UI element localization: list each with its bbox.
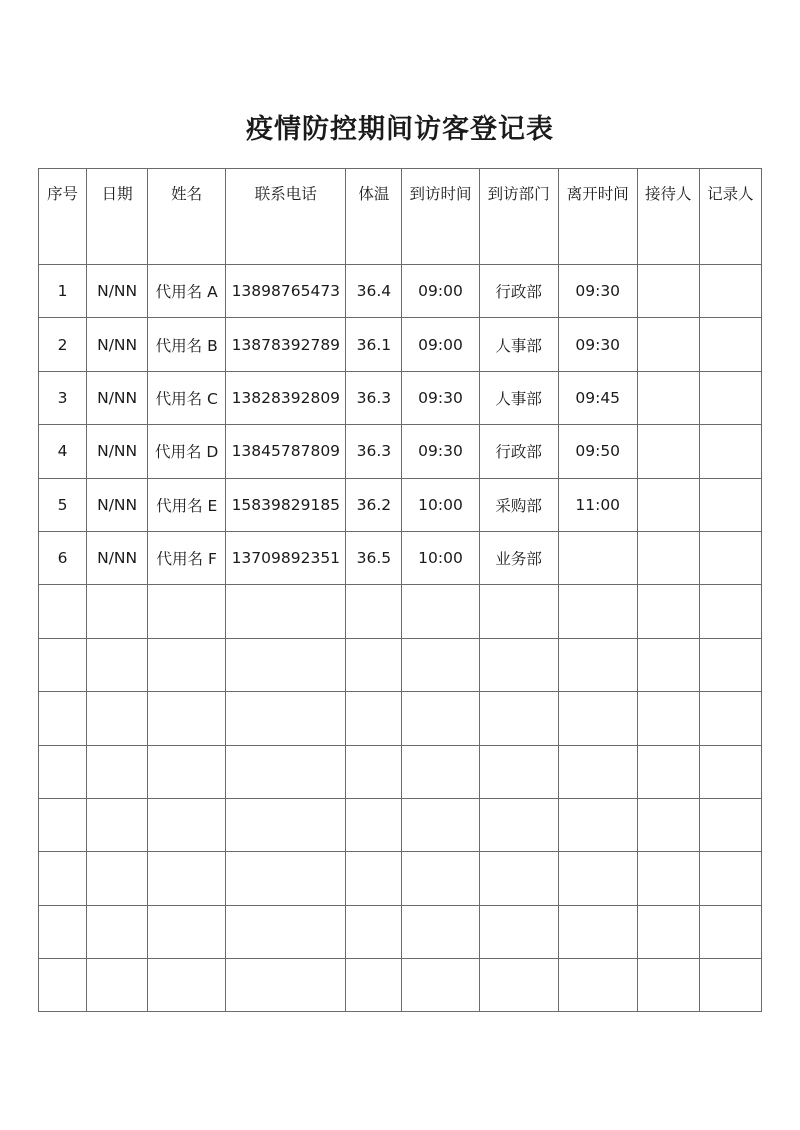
cell-date[interactable]: N/NN xyxy=(87,478,148,531)
cell-date[interactable] xyxy=(87,692,148,745)
cell-departure-time[interactable] xyxy=(558,959,637,1012)
cell-arrival-time[interactable] xyxy=(402,798,479,851)
cell-departure-time[interactable]: 09:45 xyxy=(558,371,637,424)
cell-date[interactable] xyxy=(87,638,148,691)
cell-departure-time[interactable] xyxy=(558,905,637,958)
cell-serial[interactable] xyxy=(39,959,87,1012)
cell-department[interactable] xyxy=(479,745,558,798)
cell-recorder[interactable] xyxy=(699,798,761,851)
header-cell-phone: 联系电话 xyxy=(226,169,346,265)
cell-department[interactable] xyxy=(479,585,558,638)
table-row xyxy=(39,798,762,851)
header-cell-arrival-time: 到访时间 xyxy=(402,169,479,265)
cell-name[interactable]: 代用名 F xyxy=(148,531,226,584)
cell-temperature[interactable] xyxy=(346,798,402,851)
cell-recorder[interactable] xyxy=(699,478,761,531)
cell-date[interactable] xyxy=(87,745,148,798)
cell-temperature[interactable]: 36.2 xyxy=(346,478,402,531)
cell-arrival-time[interactable]: 09:00 xyxy=(402,265,479,318)
cell-department[interactable] xyxy=(479,905,558,958)
cell-recorder[interactable] xyxy=(699,745,761,798)
header-row xyxy=(39,169,762,265)
cell-department[interactable]: 业务部 xyxy=(479,531,558,584)
cell-name[interactable] xyxy=(148,585,226,638)
cell-temperature[interactable] xyxy=(346,959,402,1012)
cell-temperature[interactable]: 36.4 xyxy=(346,265,402,318)
header-cell-name: 姓名 xyxy=(148,169,226,265)
cell-serial[interactable]: 1 xyxy=(39,265,87,318)
cell-name[interactable] xyxy=(148,745,226,798)
cell-phone[interactable] xyxy=(226,692,346,745)
cell-departure-time[interactable]: 11:00 xyxy=(558,478,637,531)
cell-arrival-time[interactable]: 10:00 xyxy=(402,478,479,531)
cell-receptionist[interactable] xyxy=(637,852,699,905)
cell-name[interactable] xyxy=(148,959,226,1012)
cell-receptionist[interactable] xyxy=(637,692,699,745)
cell-serial[interactable] xyxy=(39,585,87,638)
cell-date[interactable] xyxy=(87,798,148,851)
cell-receptionist[interactable] xyxy=(637,531,699,584)
cell-arrival-time[interactable]: 10:00 xyxy=(402,531,479,584)
cell-name[interactable]: 代用名 C xyxy=(148,371,226,424)
cell-phone[interactable]: 13828392809 xyxy=(226,371,346,424)
cell-receptionist[interactable] xyxy=(637,959,699,1012)
cell-arrival-time[interactable] xyxy=(402,745,479,798)
table-row xyxy=(39,585,762,638)
cell-serial[interactable]: 3 xyxy=(39,371,87,424)
header-cell-recorder: 记录人 xyxy=(699,169,761,265)
table-row xyxy=(39,852,762,905)
cell-department[interactable]: 行政部 xyxy=(479,425,558,478)
cell-receptionist[interactable] xyxy=(637,638,699,691)
cell-recorder[interactable] xyxy=(699,905,761,958)
cell-phone[interactable]: 13898765473 xyxy=(226,265,346,318)
cell-temperature[interactable] xyxy=(346,692,402,745)
cell-receptionist[interactable] xyxy=(637,745,699,798)
cell-phone[interactable]: 13845787809 xyxy=(226,425,346,478)
cell-temperature[interactable]: 36.3 xyxy=(346,425,402,478)
cell-phone[interactable] xyxy=(226,798,346,851)
cell-phone[interactable] xyxy=(226,585,346,638)
cell-arrival-time[interactable] xyxy=(402,959,479,1012)
header-cell-department: 到访部门 xyxy=(479,169,558,265)
table-row xyxy=(39,692,762,745)
cell-departure-time[interactable] xyxy=(558,638,637,691)
cell-recorder[interactable] xyxy=(699,638,761,691)
cell-department[interactable] xyxy=(479,798,558,851)
cell-date[interactable] xyxy=(87,905,148,958)
cell-serial[interactable] xyxy=(39,638,87,691)
cell-receptionist[interactable] xyxy=(637,425,699,478)
cell-temperature[interactable]: 36.1 xyxy=(346,318,402,371)
cell-department[interactable]: 采购部 xyxy=(479,478,558,531)
cell-serial[interactable] xyxy=(39,745,87,798)
header-cell-departure-time: 离开时间 xyxy=(558,169,637,265)
cell-departure-time[interactable]: 09:50 xyxy=(558,425,637,478)
cell-departure-time[interactable] xyxy=(558,798,637,851)
cell-arrival-time[interactable]: 09:30 xyxy=(402,425,479,478)
cell-department[interactable]: 行政部 xyxy=(479,265,558,318)
cell-phone[interactable]: 13878392789 xyxy=(226,318,346,371)
table-row xyxy=(39,531,762,584)
cell-departure-time[interactable] xyxy=(558,852,637,905)
cell-arrival-time[interactable] xyxy=(402,905,479,958)
cell-department[interactable] xyxy=(479,852,558,905)
cell-departure-time[interactable] xyxy=(558,745,637,798)
cell-departure-time[interactable] xyxy=(558,692,637,745)
cell-recorder[interactable] xyxy=(699,265,761,318)
header-cell-receptionist: 接待人 xyxy=(637,169,699,265)
cell-name[interactable]: 代用名 A xyxy=(148,265,226,318)
cell-name[interactable] xyxy=(148,692,226,745)
cell-date[interactable] xyxy=(87,852,148,905)
cell-temperature[interactable] xyxy=(346,905,402,958)
cell-receptionist[interactable] xyxy=(637,371,699,424)
cell-phone[interactable]: 13709892351 xyxy=(226,531,346,584)
cell-receptionist[interactable] xyxy=(637,265,699,318)
cell-receptionist[interactable] xyxy=(637,318,699,371)
table-body xyxy=(39,265,762,1012)
table-row xyxy=(39,318,762,371)
cell-departure-time[interactable] xyxy=(558,531,637,584)
cell-date[interactable]: N/NN xyxy=(87,265,148,318)
cell-recorder[interactable] xyxy=(699,852,761,905)
cell-department[interactable] xyxy=(479,638,558,691)
cell-name[interactable] xyxy=(148,852,226,905)
cell-arrival-time[interactable] xyxy=(402,638,479,691)
cell-receptionist[interactable] xyxy=(637,905,699,958)
cell-temperature[interactable] xyxy=(346,852,402,905)
cell-serial[interactable] xyxy=(39,798,87,851)
cell-arrival-time[interactable]: 09:00 xyxy=(402,318,479,371)
cell-receptionist[interactable] xyxy=(637,798,699,851)
cell-date[interactable] xyxy=(87,585,148,638)
cell-serial[interactable] xyxy=(39,852,87,905)
cell-recorder[interactable] xyxy=(699,692,761,745)
cell-date[interactable] xyxy=(87,959,148,1012)
page-title: 疫情防控期间访客登记表 xyxy=(246,114,554,145)
table-row xyxy=(39,745,762,798)
table-row xyxy=(39,478,762,531)
cell-serial[interactable]: 6 xyxy=(39,531,87,584)
header-cell-date: 日期 xyxy=(87,169,148,265)
cell-serial[interactable]: 4 xyxy=(39,425,87,478)
cell-departure-time[interactable]: 09:30 xyxy=(558,318,637,371)
cell-temperature[interactable] xyxy=(346,638,402,691)
cell-department[interactable]: 人事部 xyxy=(479,318,558,371)
cell-recorder[interactable] xyxy=(699,585,761,638)
cell-serial[interactable]: 5 xyxy=(39,478,87,531)
cell-receptionist[interactable] xyxy=(637,585,699,638)
cell-recorder[interactable] xyxy=(699,425,761,478)
cell-serial[interactable] xyxy=(39,692,87,745)
cell-recorder[interactable] xyxy=(699,959,761,1012)
cell-arrival-time[interactable]: 09:30 xyxy=(402,371,479,424)
cell-temperature[interactable]: 36.5 xyxy=(346,531,402,584)
cell-receptionist[interactable] xyxy=(637,478,699,531)
cell-phone[interactable] xyxy=(226,745,346,798)
cell-date[interactable]: N/NN xyxy=(87,531,148,584)
cell-recorder[interactable] xyxy=(699,318,761,371)
cell-recorder[interactable] xyxy=(699,371,761,424)
cell-temperature[interactable]: 36.3 xyxy=(346,371,402,424)
cell-temperature[interactable] xyxy=(346,745,402,798)
header-cell-temperature: 体温 xyxy=(346,169,402,265)
cell-name[interactable] xyxy=(148,638,226,691)
cell-date[interactable]: N/NN xyxy=(87,318,148,371)
cell-temperature[interactable] xyxy=(346,585,402,638)
table-row xyxy=(39,638,762,691)
cell-departure-time[interactable]: 09:30 xyxy=(558,265,637,318)
cell-departure-time[interactable] xyxy=(558,585,637,638)
visitor-register-table xyxy=(38,168,762,1012)
cell-date[interactable]: N/NN xyxy=(87,371,148,424)
cell-name[interactable]: 代用名 B xyxy=(148,318,226,371)
cell-recorder[interactable] xyxy=(699,531,761,584)
cell-name[interactable]: 代用名 D xyxy=(148,425,226,478)
cell-department[interactable] xyxy=(479,959,558,1012)
table-row xyxy=(39,425,762,478)
cell-phone[interactable] xyxy=(226,959,346,1012)
cell-phone[interactable] xyxy=(226,905,346,958)
table-row xyxy=(39,371,762,424)
cell-phone[interactable] xyxy=(226,638,346,691)
cell-arrival-time[interactable] xyxy=(402,585,479,638)
table-row xyxy=(39,959,762,1012)
cell-name[interactable] xyxy=(148,905,226,958)
header-cell-serial: 序号 xyxy=(39,169,87,265)
cell-serial[interactable] xyxy=(39,905,87,958)
cell-serial[interactable]: 2 xyxy=(39,318,87,371)
cell-name[interactable] xyxy=(148,798,226,851)
cell-phone[interactable]: 15839829185 xyxy=(226,478,346,531)
cell-phone[interactable] xyxy=(226,852,346,905)
table-row xyxy=(39,265,762,318)
cell-department[interactable] xyxy=(479,692,558,745)
cell-department[interactable]: 人事部 xyxy=(479,371,558,424)
table-row xyxy=(39,905,762,958)
cell-arrival-time[interactable] xyxy=(402,692,479,745)
cell-arrival-time[interactable] xyxy=(402,852,479,905)
cell-name[interactable]: 代用名 E xyxy=(148,478,226,531)
cell-date[interactable]: N/NN xyxy=(87,425,148,478)
